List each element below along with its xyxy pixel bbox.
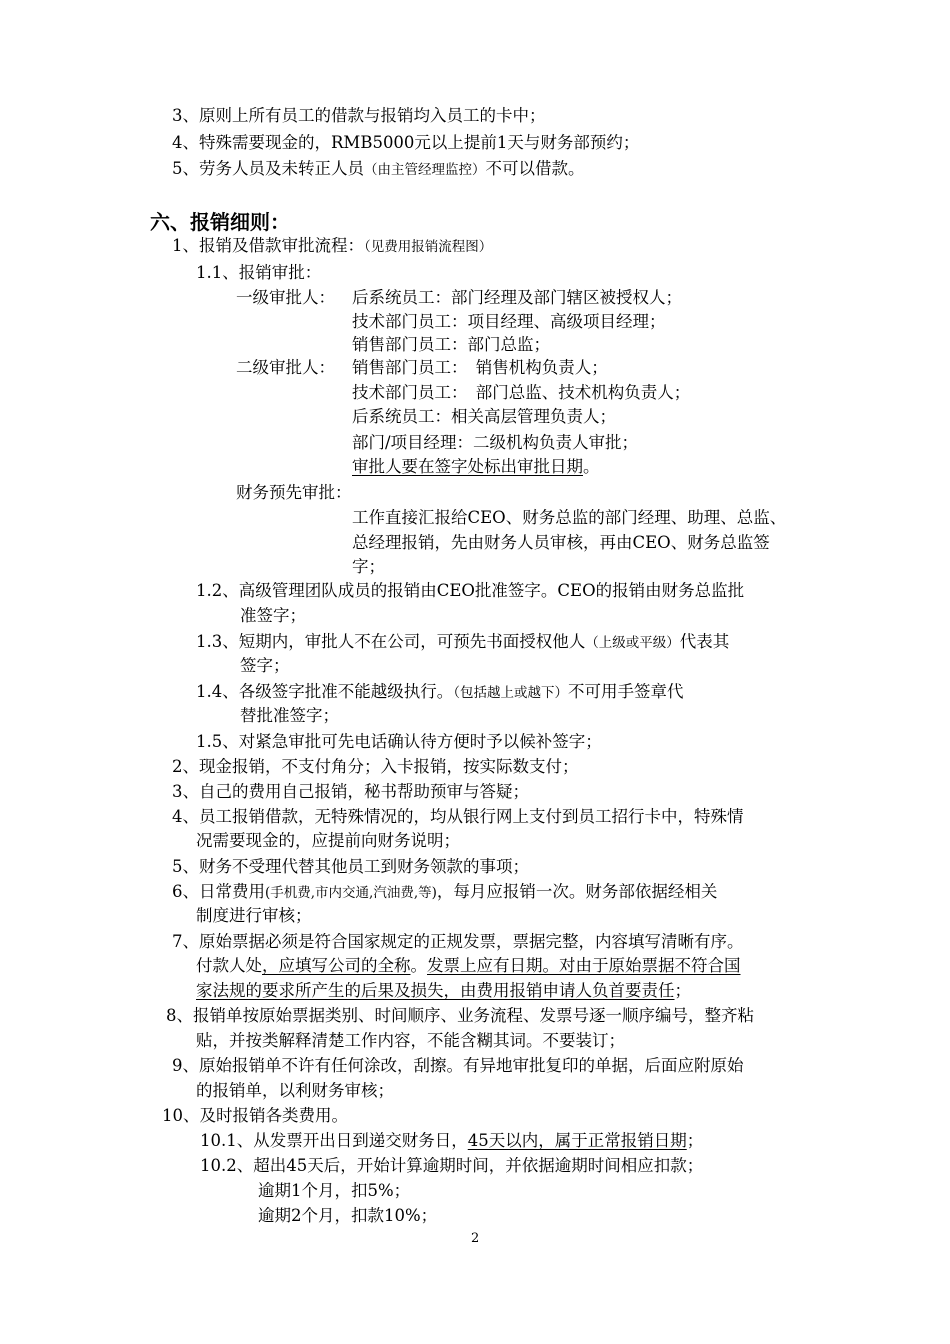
list-item: 况需要现金的，应提前向财务说明； [196, 831, 460, 850]
paragraph-line: 工作直接汇报给CEO、财务总监的部门经理、助理、总监、 [352, 508, 787, 527]
list-item: 9、原始报销单不许有任何涂改，刮擦。有异地审批复印的单据，后面应附原始 [172, 1056, 744, 1075]
list-item: 4、员工报销借款，无特殊情况的，均从银行网上支付到员工招行卡中，特殊情 [172, 807, 744, 826]
list-item: 付款人处，应填写公司的全称。发票上应有日期。对由于原始票据不符合国 [196, 956, 741, 975]
list-item: 签字； [240, 656, 290, 675]
paragraph-line: 总经理报销，先由财务人员审核，再由CEO、财务总监签 [352, 533, 770, 552]
list-item: 5、劳务人员及未转正人员（由主管经理监控）不可以借款。 [172, 159, 585, 178]
list-item: 7、原始票据必须是符合国家规定的正规发票，票据完整，内容填写清晰有序。 [172, 932, 744, 951]
list-item: 6、日常费用(手机费,市内交通,汽油费,等)，每月应报销一次。财务部依据经相关 [172, 882, 718, 901]
page-number: 2 [471, 1231, 480, 1246]
list-item: 销售部门员工：部门总监； [352, 335, 550, 354]
list-item: 8、报销单按原始票据类别、时间顺序、业务流程、发票号逐一顺序编号，整齐粘 [166, 1006, 754, 1025]
list-item: 1.2、高级管理团队成员的报销由CEO批准签字。CEO的报销由财务总监批 [196, 581, 745, 600]
list-item: 的报销单，以利财务审核； [196, 1081, 394, 1100]
list-item: 1.1、报销审批： [196, 263, 322, 282]
list-item: 技术部门员工：项目经理、高级项目经理； [352, 312, 666, 331]
paragraph-line: 字； [352, 557, 385, 576]
list-item: 逾期1个月，扣5%； [258, 1181, 411, 1200]
list-item: 后系统员工：部门经理及部门辖区被授权人； [352, 288, 682, 307]
list-item: 1.3、短期内，审批人不在公司，可预先书面授权他人（上级或平级）代表其 [196, 632, 730, 651]
list-item: 制度进行审核； [196, 906, 312, 925]
list-item: 替批准签字； [240, 706, 339, 725]
list-item: 准签字； [240, 606, 306, 625]
label: 财务预先审批： [236, 483, 352, 502]
list-item: 技术部门员工： 部门总监、技术机构负责人； [352, 383, 691, 402]
list-item: 3、原则上所有员工的借款与报销均入员工的卡中； [172, 106, 546, 125]
note: 审批人要在签字处标出审批日期。 [352, 457, 600, 476]
label: 二级审批人： [236, 358, 335, 377]
list-item: 后系统员工：相关高层管理负责人； [352, 407, 616, 426]
list-item: 销售部门员工： 销售机构负责人； [352, 358, 608, 377]
list-item: 家法规的要求所产生的后果及损失，由费用报销申请人负首要责任； [196, 981, 691, 1000]
list-item: 1、报销及借款审批流程：（见费用报销流程图） [172, 236, 493, 255]
list-item: 1.5、对紧急审批可先电话确认待方便时予以候补签字； [196, 732, 602, 751]
list-item: 10.2、超出45天后，开始计算逾期时间，并依据逾期时间相应扣款； [200, 1156, 704, 1175]
list-item: 10、及时报销各类费用。 [162, 1106, 348, 1125]
list-item: 贴，并按类解释清楚工作内容，不能含糊其词。不要装订； [196, 1031, 625, 1050]
list-item: 4、特殊需要现金的，RMB5000元以上提前1天与财务部预约； [172, 133, 640, 152]
list-item: 逾期2个月，扣款10%； [258, 1206, 438, 1225]
list-item: 10.1、从发票开出日到递交财务日，45天以内，属于正常报销日期； [200, 1131, 704, 1150]
list-item: 1.4、各级签字批准不能越级执行。（包括越上或越下）不可用手签章代 [196, 682, 684, 701]
list-item: 部门/项目经理：二级机构负责人审批； [352, 433, 639, 452]
list-item: 2、现金报销，不支付角分；入卡报销，按实际数支付； [172, 757, 579, 776]
list-item: 3、自己的费用自己报销，秘书帮助预审与答疑； [172, 782, 529, 801]
section-title: 六、报销细则： [150, 210, 290, 234]
list-item: 5、财务不受理代替其他员工到财务领款的事项； [172, 857, 529, 876]
label: 一级审批人： [236, 288, 335, 307]
